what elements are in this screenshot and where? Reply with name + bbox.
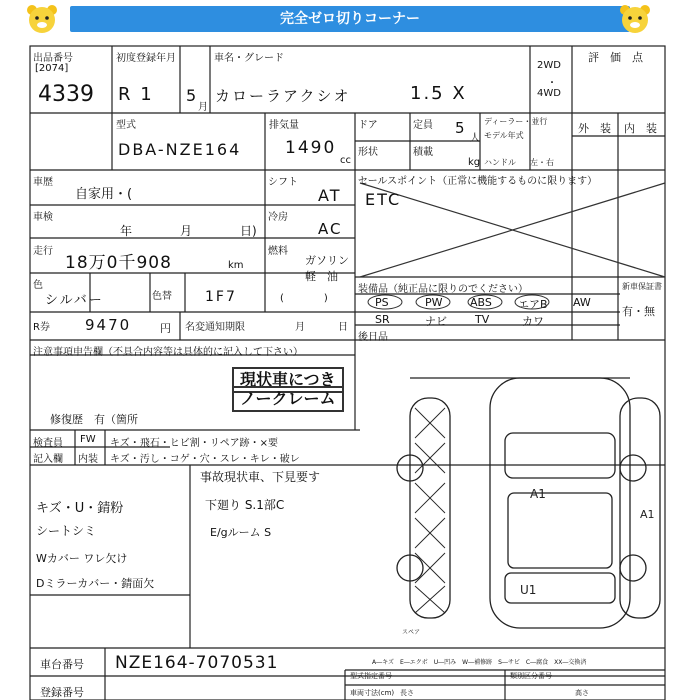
shift-value: AT: [318, 186, 342, 205]
car-name: カローラアクシオ: [215, 87, 351, 105]
legend-fw: FW: [80, 434, 96, 445]
legend-row1: キズ・飛石・ヒビ割・リペア跡・×要: [110, 438, 278, 449]
displacement-label: 排気量: [269, 120, 299, 131]
shift-label: シフト: [268, 177, 298, 188]
name-change-month: 月: [295, 322, 305, 333]
model-value: DBA-NZE164: [118, 140, 242, 159]
capacity-unit: 人: [470, 133, 480, 144]
fuel-label: 燃料: [268, 246, 288, 257]
notes-label: 注意事項申告欄（不具合内容等は具体的に記入して下さい）: [33, 347, 303, 358]
capacity-label: 定員: [413, 120, 433, 131]
repair-history: 修復歴 有（箇所: [50, 413, 138, 426]
color-code: 1F7: [205, 289, 237, 305]
name-change-day: 日: [338, 322, 348, 333]
car-damage-diagram: [370, 358, 670, 648]
equipment-item: エアB: [518, 298, 548, 311]
reg-era: R 1: [118, 84, 154, 105]
model-label: 型式: [116, 120, 136, 131]
displacement-value: 1490: [285, 138, 337, 158]
page-title: 完全ゼロ切りコーナー: [70, 6, 630, 32]
new-warranty-label: 新車保証書: [622, 282, 662, 291]
length-label: 長さ: [400, 689, 414, 697]
ac-value: AC: [318, 220, 343, 238]
chassis-label: 車台番号: [40, 658, 84, 671]
recycle-value: 9470: [85, 316, 132, 334]
inspection-year: 年: [120, 224, 133, 238]
spare-label: スペア: [402, 629, 421, 636]
rating-exterior: 外 装: [578, 122, 611, 135]
car-grade: 1.5 X: [410, 83, 467, 104]
cert-label: 型式指定番号: [350, 672, 392, 680]
interior-note: Dミラーカバー・錆面欠: [36, 577, 155, 590]
drive-dot: ・: [547, 78, 557, 89]
cat-label: 類別区分番号: [510, 672, 552, 680]
warranty-value: 有・無: [622, 305, 655, 318]
model-year-label: モデル年式: [484, 131, 524, 140]
inspection-day: 日): [240, 224, 257, 238]
capacity-value: 5: [455, 119, 467, 137]
equipment-item: カワ: [522, 315, 544, 328]
reg-month-unit: 月: [198, 102, 208, 113]
door-label: ドア: [358, 120, 378, 131]
fuel-diesel: 軽 油: [305, 270, 338, 283]
interior-note: シートシミ: [36, 524, 97, 538]
rating-label: 評 価 点: [588, 51, 643, 64]
remark-line: 事故現状車、下見要す: [200, 470, 321, 484]
lot-label: 出品番号: [33, 53, 73, 64]
regnum-label: 登録番号: [40, 686, 84, 699]
mileage-value: 18万0千908: [65, 253, 172, 273]
interior-note: Wカバー ワレ欠け: [36, 552, 128, 565]
legend-row2: キズ・汚し・コゲ・穴・スレ・キレ・破レ: [110, 454, 300, 465]
equipment-item: ナビ: [425, 315, 447, 328]
name-change-label: 名変通知期限: [185, 322, 245, 333]
fuel-gasoline: ガソリン: [305, 254, 349, 267]
equipment-item: PS: [375, 296, 389, 309]
color-value: シルバー: [45, 293, 104, 308]
rating-interior: 内 装: [624, 122, 657, 135]
height-label: 高さ: [575, 689, 589, 697]
damage-mark: U1: [520, 583, 537, 597]
recycle-unit: 円: [160, 322, 171, 335]
rear-label: 後日品: [358, 332, 388, 343]
equipment-item: PW: [425, 296, 443, 309]
equipment-item: TV: [475, 313, 490, 326]
reg-month: 5: [186, 86, 199, 105]
ac-label: 冷房: [268, 212, 288, 223]
load-label: 積載: [413, 147, 433, 158]
equipment-item: ABS: [470, 296, 492, 309]
damage-mark: A1: [640, 508, 655, 521]
lot-number: 4339: [38, 82, 94, 107]
chassis-value: NZE164-7070531: [115, 653, 279, 673]
interior-note: キズ・U・錆粉: [36, 501, 124, 516]
equipment-item: SR: [375, 313, 390, 326]
car-label: 車名・グレード: [214, 53, 284, 64]
handle-label: ハンドル: [484, 158, 516, 167]
lot-sub: [2074]: [35, 63, 69, 74]
inspection-label: 車検: [33, 212, 53, 223]
legend-inspector: 検査員: [33, 438, 63, 449]
sales-label: セールスポイント（正常に機能するものに限ります）: [358, 176, 598, 187]
recycle-label: R券: [33, 322, 50, 333]
load-unit: kg: [468, 157, 481, 168]
reg-label: 初度登録年月: [116, 53, 176, 64]
inspection-month: 月: [180, 224, 193, 238]
equipment-label: 装備品（純正品に限りのでください）: [358, 284, 528, 295]
fuel-paren: ( ): [280, 293, 328, 304]
history-label: 車歴: [33, 177, 53, 188]
remark-line: E/gルーム S: [210, 526, 272, 539]
stamp-line1: 現状車につき: [232, 367, 344, 393]
equipment-circles: [360, 293, 560, 313]
color-label: 色: [33, 280, 43, 291]
mileage-label: 走行: [33, 246, 53, 257]
shape-label: 形状: [358, 147, 378, 158]
handle-option: 左・右: [530, 158, 554, 167]
stamp-line2: ノークレーム: [232, 386, 344, 412]
history-value: 自家用・(: [75, 187, 133, 202]
drive-4wd: 4WD: [537, 88, 561, 99]
legend-entry: 記入欄: [33, 454, 63, 465]
remark-line: 下廻り S.1部C: [205, 498, 285, 512]
equipment-item: AW: [573, 296, 591, 309]
sales-value: ETC: [365, 190, 402, 209]
color-code-label: 色替: [152, 291, 172, 302]
footer-legend: A―キズ E―エクボ U―凹み W―補修跡 S―サビ C―腐食 XX―交換済: [372, 659, 587, 666]
damage-mark: A1: [530, 487, 546, 501]
dealer-label: ディーラー・並行: [484, 117, 548, 126]
displacement-unit: cc: [340, 155, 351, 166]
legend-inner: 内装: [78, 454, 98, 465]
drive-2wd: 2WD: [537, 60, 561, 71]
mileage-unit: km: [228, 260, 244, 271]
size-label: 車両寸法(cm): [350, 689, 395, 697]
